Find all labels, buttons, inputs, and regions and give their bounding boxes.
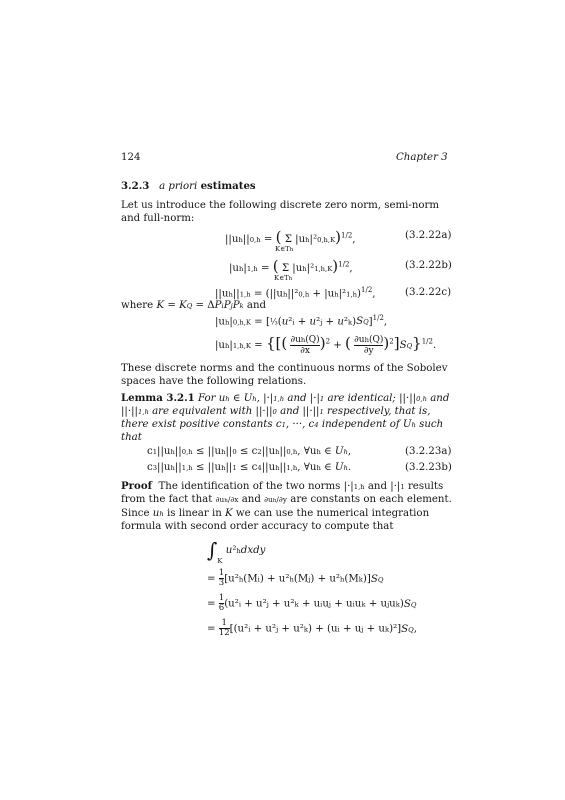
lemma-label: Lemma 3.2.1	[121, 392, 195, 404]
chapter-label: Chapter 3	[396, 152, 448, 163]
equation-23b: c3||uh||1,h ≤ ||uh||1 ≤ c4||uh||1,h, ∀uh ∈ Uh.	[147, 462, 352, 473]
proof-paragraph: Proof The identification of the two norms |·|1,h and |·|1 results from the fact that ∂uh/∂x and ∂uh/∂y are constants on each element. Since uh is linear in K we can use the numerical integration formula with second order accuracy to compute that	[121, 480, 452, 532]
equation-23a: c1||uh||0,h ≤ ||uh||0 ≤ c2||uh||0,h, ∀uh ∈ Uh,	[147, 446, 352, 457]
integral-line: $\int_K$ u²hdxdy	[207, 538, 266, 565]
equation-tag-22a: (3.2.22a)	[405, 230, 452, 241]
where-line: where K = KQ = ΔPiPjPk and	[121, 300, 267, 311]
equation-22a: ||uh||0,h = ( Σ |uh|²0,h,K)$^{1/2}$, K∈Th	[225, 228, 356, 253]
equation-22b: |uh|1,h = ( Σ |uh|²1,h,K)$^{1/2}$, K∈Th	[229, 257, 353, 282]
section-heading	[121, 180, 256, 193]
equation-tag-22c: (3.2.22c)	[405, 287, 452, 298]
relations-paragraph: These discrete norms and the continuous norms of the Sobolev spaces have the following relations.	[121, 363, 448, 387]
equation-k1: |uh|0,h,K = [⅓(u²i + u²j + u²k)SQ]$^{1/2}$,	[215, 314, 388, 328]
equation-22c: $||uh||1,h = (||uh||^20,h + |uh|^21,h)^{1/2}$,	[215, 286, 376, 300]
equation-tag-22b: (3.2.22b)	[405, 260, 452, 271]
final-eq-1: = $\frac{1}{3}$ [u²h(Mi) + u²h(Mj) + u²h(Mk)]SQ	[207, 568, 384, 588]
intro-paragraph: Let us introduce the following discrete zero norm, semi-norm and full-norm:	[121, 200, 440, 224]
equation-tag-23b: (3.2.23b)	[405, 462, 452, 473]
lemma-paragraph: Lemma 3.2.1 For uh ∈ Uh, |·|1,h and |·|1 are identical; ||·||0,h and ||·||1,h are equivalent with ||·||0 and ||·||1 respectively, that is, there exist positive constants c1, ···, c4 independent of Uh such that	[121, 392, 450, 443]
proof-label: Proof	[121, 480, 153, 492]
equation-k2: |uh|1,h,K = {[( $\frac{\partial uh(Q)}{\partial x}$ )$^2$ + ( $\frac{\partial uh(Q)}{\partial y}$ )$^2$]SQ}$^{1/2}$.	[215, 334, 437, 356]
final-eq-3: = $\frac{1}{12}$ [(u²i + u²j + u²k) + (ui + uj + uk)²]SQ,	[207, 618, 417, 638]
section-title-italic: a priori	[159, 181, 198, 192]
page-number: 124	[121, 152, 141, 163]
section-title-bold: estimates	[200, 180, 256, 192]
final-eq-2: = $\frac{1}{6}$ (u²i + u²j + u²k + uiuj + uiuk + ujuk)SQ	[207, 593, 417, 613]
equation-tag-23a: (3.2.23a)	[405, 446, 452, 457]
section-number: 3.2.3	[121, 180, 150, 192]
